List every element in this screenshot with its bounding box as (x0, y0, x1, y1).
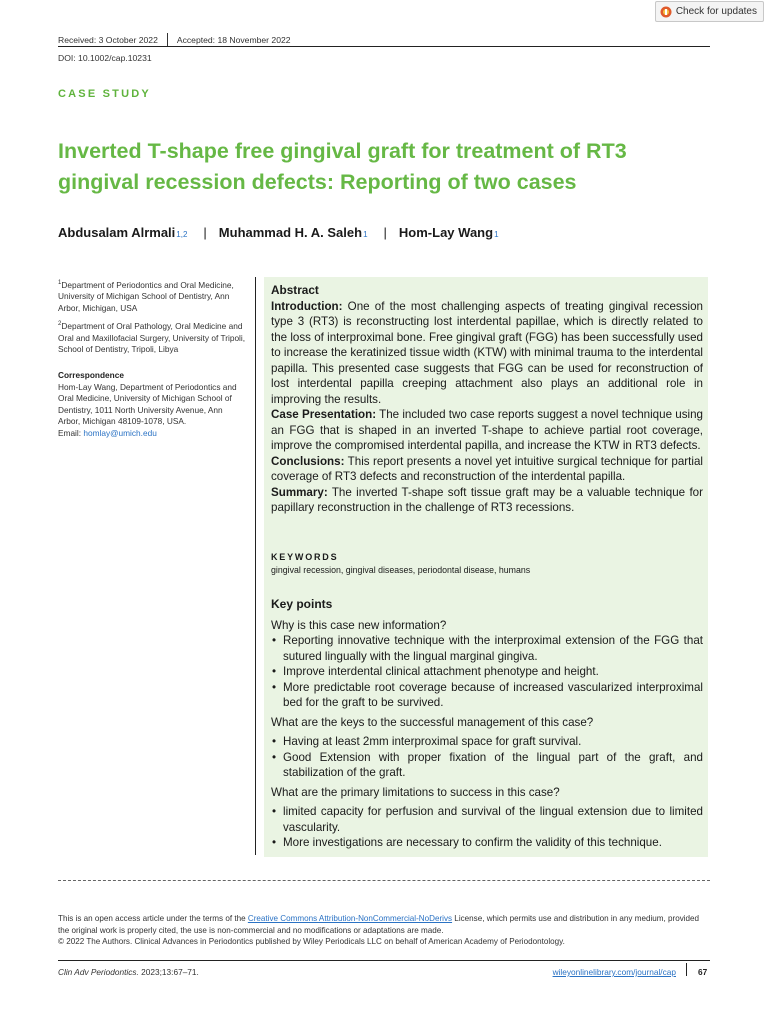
abstract-conclusions: Conclusions: This report presents a novel yet intuitive surgical technique for partial coverage of RT3 defects and reconstruction of the interdental papilla. (271, 454, 703, 483)
list-item: • Having at least 2mm interproximal space for graft survival. (271, 734, 703, 750)
article-dates (58, 33, 291, 47)
affiliations (58, 278, 246, 356)
abstract-summary: Summary: The inverted T-shape soft tissue graft may be a valuable technique for papillary reconstruction in the challenge of RT3 recessions. (271, 485, 703, 514)
author-affiliation-marker[interactable]: 1 (494, 230, 499, 239)
list-item: • limited capacity for perfusion and survival of the lingual extension due to limited vascularity. (271, 804, 703, 835)
date-divider (167, 33, 168, 47)
doi: DOI: 10.1002/cap.10231 (58, 53, 152, 63)
footer-rule (58, 960, 710, 961)
affiliation-item: $^2$Department of Oral Pathology, Oral Medicine and Oral and Maxillofacial Surgery, University of Tripoli, School of Dentistry, Tripoli, Libya (58, 321, 246, 355)
article-title: Inverted T-shape free gingival graft for treatment of RT3 gingival recession defects: Reporting of two cases (58, 139, 627, 194)
correspondence (58, 370, 246, 439)
journal-site-link[interactable]: wileyonlinelibrary.com/journal/cap (552, 967, 676, 977)
author-name[interactable]: Abdusalam Alrmali (58, 225, 176, 240)
key-points (271, 597, 703, 851)
key-points-list (271, 734, 703, 781)
correspondence-text: Hom-Lay Wang, Department of Periodontics and Oral Medicine, University of Michigan School of Dentistry, 1011 North University Avenue, Ann Arbor, Michigan 48109-1078, USA. (58, 381, 237, 426)
abstract-heading: Abstract (271, 283, 319, 297)
abstract-case-presentation: Case Presentation: The included two case reports suggest a novel technique using an FGG that is shaped in an inverted T-shape to achieve partial root coverage, improve the compromised interdental papilla, and increase the KTW in RT3 defects. (271, 408, 703, 452)
keywords (271, 551, 703, 577)
author-affiliation-marker[interactable]: 1 (363, 230, 368, 239)
list-item: • More investigations are necessary to confirm the validity of this technique. (271, 835, 703, 851)
license-note (58, 913, 710, 948)
affiliation-item: $^1$Department of Periodontics and Oral Medicine, University of Michigan School of Dentistry, Ann Arbor, Michigan, USA (58, 279, 234, 313)
author-name[interactable]: Muhammad H. A. Saleh (218, 225, 363, 240)
received-date: Received: 3 October 2022 (58, 35, 158, 45)
list-item: • Reporting innovative technique with the interproximal extension of the FGG that sutured lingually with the lingual marginal gingiva. (271, 633, 703, 664)
email-link[interactable]: homlay@umich.edu (83, 427, 157, 438)
key-points-question: What are the keys to the successful management of this case? (271, 715, 594, 729)
key-points-question: Why is this case new information? (271, 618, 447, 632)
author-name[interactable]: Hom-Lay Wang (398, 225, 494, 240)
accepted-date: Accepted: 18 November 2022 (176, 35, 291, 45)
column-divider (255, 277, 256, 855)
key-points-heading: Key points (271, 597, 333, 611)
abstract-introduction: Introduction: One of the most challenging aspects of treating gingival recession type 3 (RT3) is reconstructing lost interdental papillae, which is directly related to the loss of interproximal bone. Free gingival graft (FGG) has been successfully used to increase the keratinized tissue width (KTW) with minimal trauma to the interdental papilla. This presented case suggests that FGG can be used for reconstruction of lost interdental papilla creeping attachment also plays an additional role in improving the results. (271, 299, 703, 406)
list-item: • Improve interdental clinical attachment phenotype and height. (271, 664, 703, 680)
page-divider (686, 963, 687, 976)
license-link[interactable]: Creative Commons Attribution-NonCommercial-NoDerivs (247, 914, 453, 923)
key-points-question: What are the primary limitations to success in this case? (271, 785, 560, 799)
journal-citation: Clin Adv Periodontics. 2023;13:67–71. (58, 967, 199, 977)
author-list (58, 225, 499, 240)
correspondence-email-line: Email: homlay@umich.edu (58, 427, 157, 438)
footnote-divider (58, 880, 710, 881)
keywords-text: gingival recession, gingival diseases, periodontal disease, humans (271, 565, 531, 575)
copyright: © 2022 The Authors. Clinical Advances in Periodontics published by Wiley Periodicals LLC on behalf of American Academy of Periodontology. (58, 937, 565, 947)
header-rule (58, 46, 710, 47)
correspondence-heading: Correspondence (58, 370, 124, 380)
list-item: • More predictable root coverage because of increased vascularized interproximal bed for the graft to be survived. (271, 680, 703, 711)
abstract (271, 283, 703, 516)
page-number: 67 (698, 967, 708, 977)
check-for-updates-button[interactable] (655, 1, 764, 22)
list-item: • Good Extension with proper fixation of the lingual part of the graft, and stabilization of the graft. (271, 750, 703, 781)
crossmark-icon (660, 6, 672, 18)
section-tag: CASE STUDY (58, 88, 151, 100)
author-affiliation-marker[interactable]: 1,2 (176, 230, 188, 239)
author-separator: | (383, 225, 387, 240)
key-points-list (271, 633, 703, 711)
key-points-list (271, 804, 703, 851)
license-text: This is an open access article under the terms of the Creative Commons Attribution-NonCommercial-NoDerivs License, which permits use and distribution in any medium, provided the original work is properly cited, the use is non-commercial and no modifications or adaptations are made. (58, 914, 700, 935)
keywords-heading: KEYWORDS (271, 552, 339, 562)
author-separator: | (203, 225, 207, 240)
check-for-updates-label: Check for updates (675, 6, 757, 17)
